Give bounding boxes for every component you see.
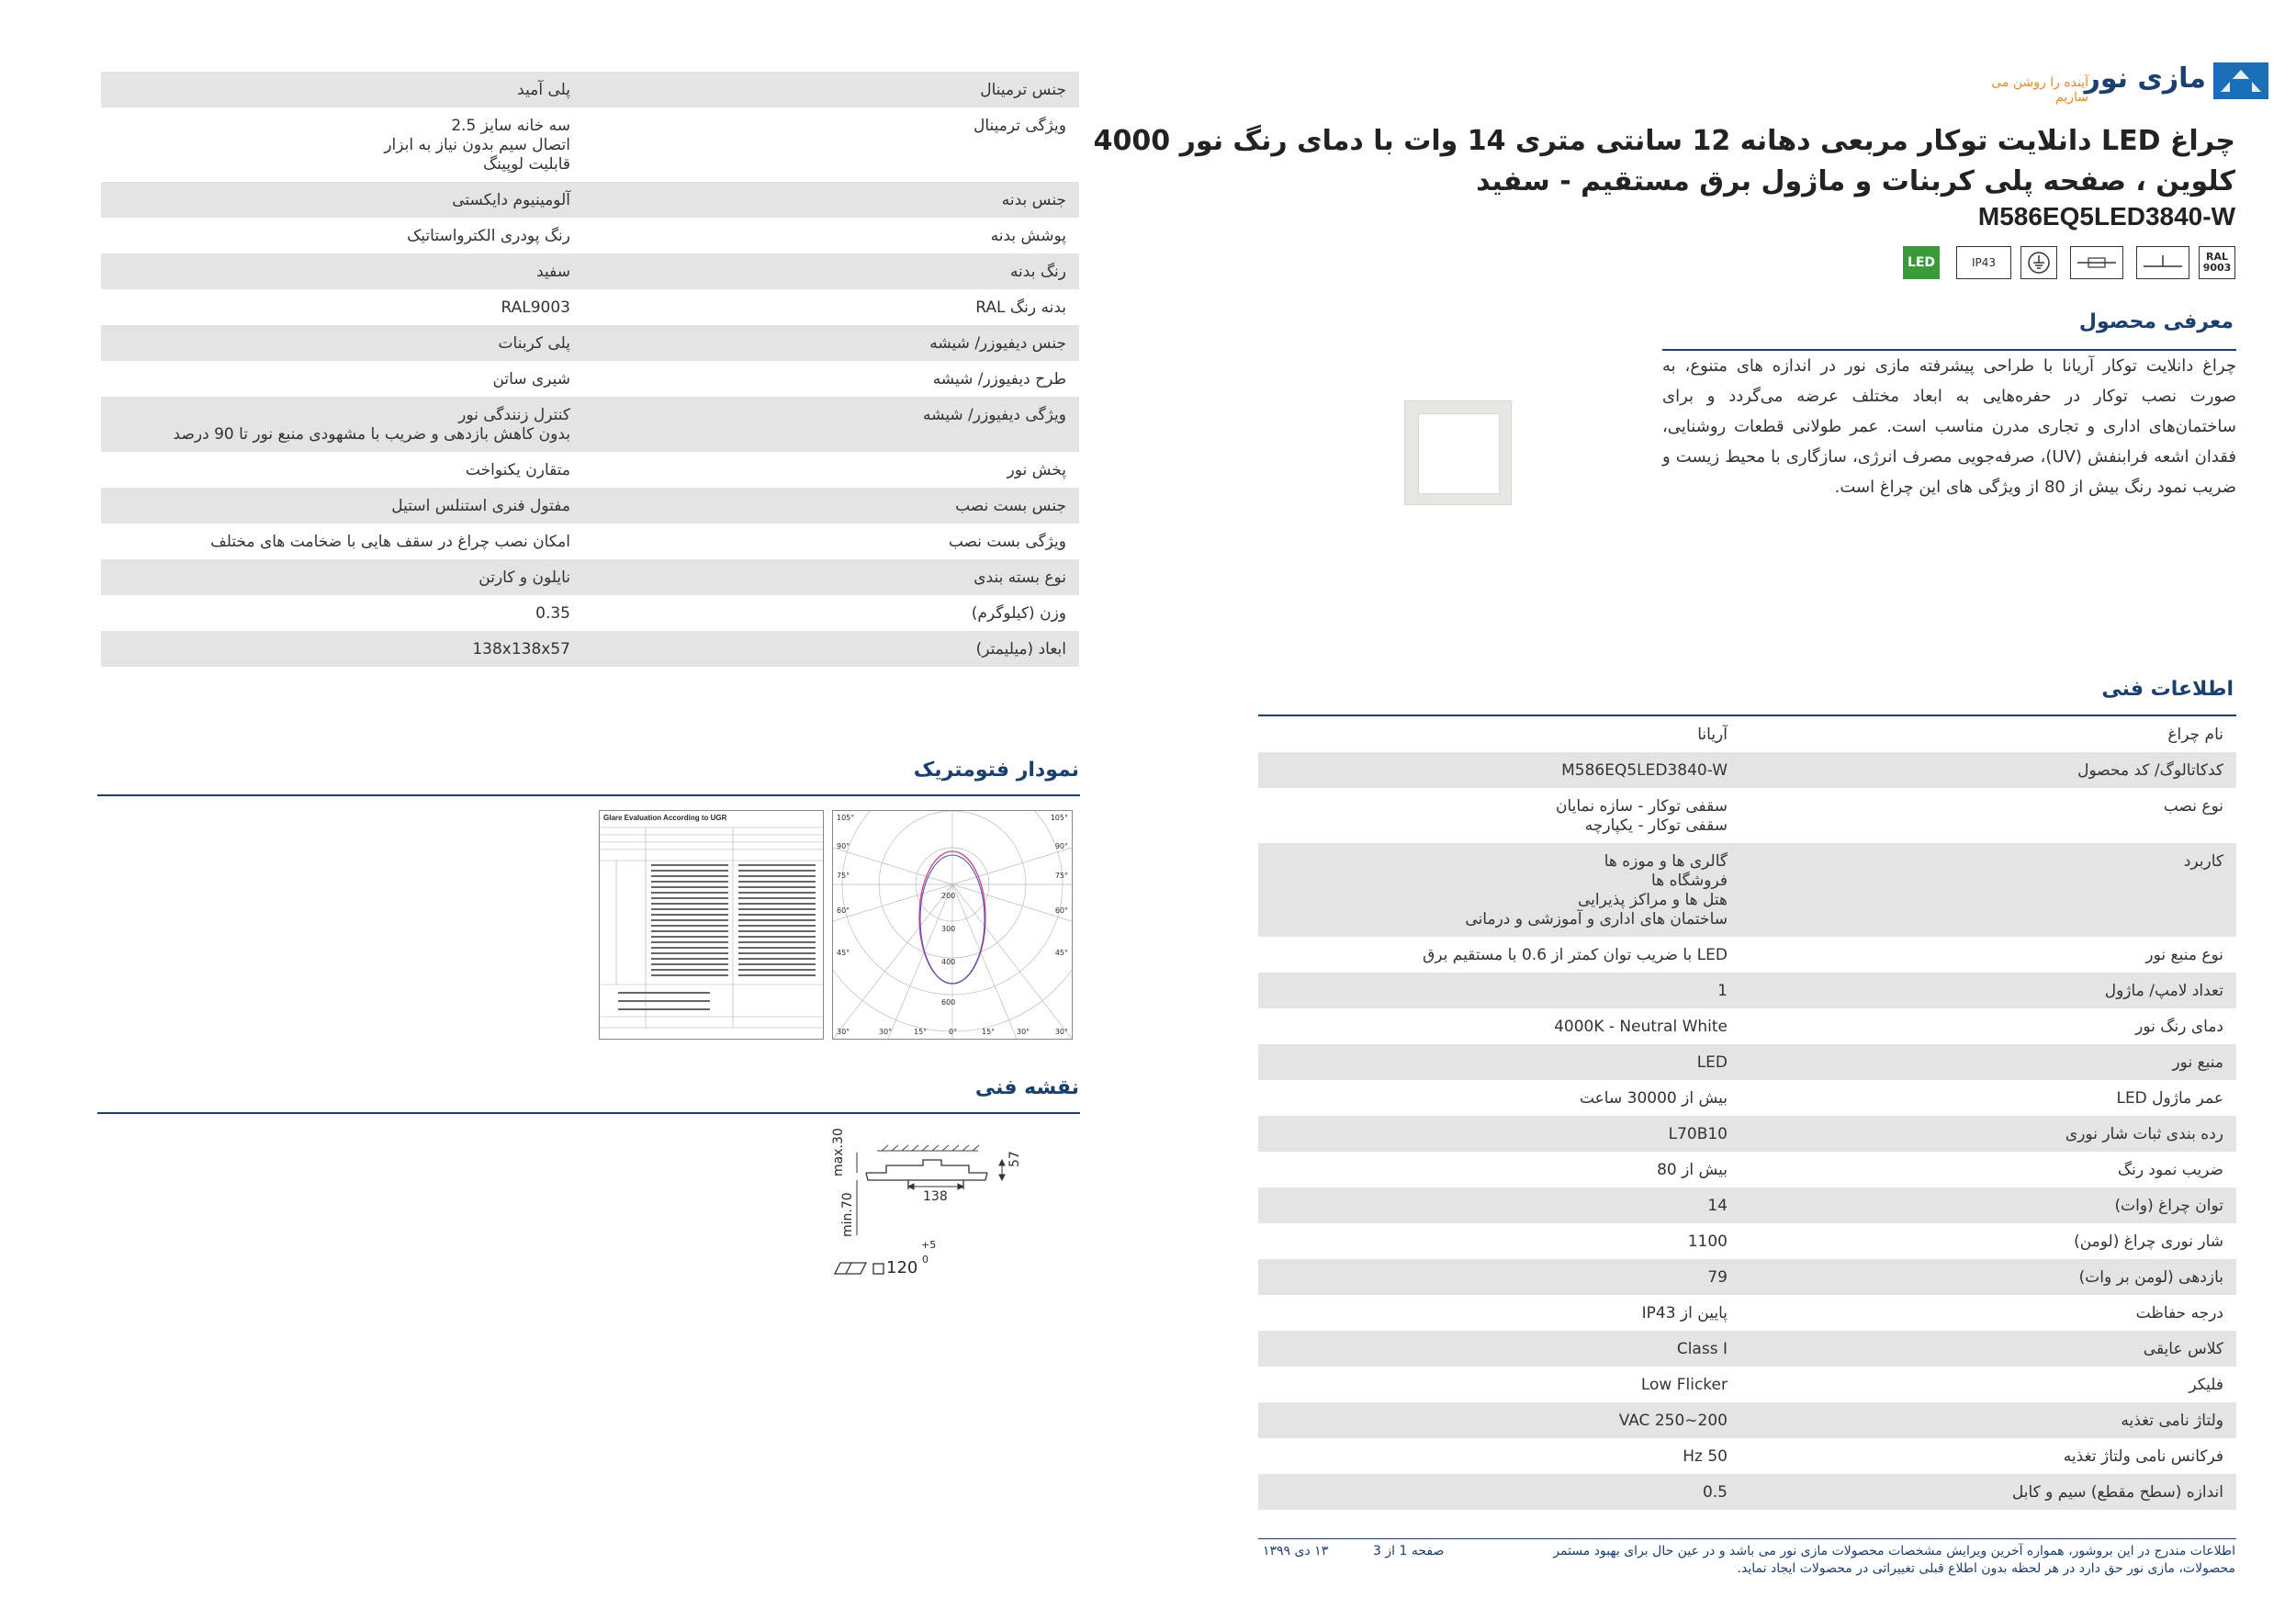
row-label: نوع بسته بندی: [974, 568, 1066, 587]
row-label: منبع نور: [2172, 1053, 2223, 1072]
row-value: سقفی توکار - سازه نمایان سقفی توکار - یکپارچه: [1555, 797, 1728, 835]
table-row: [1258, 1259, 2236, 1295]
row-label: ابعاد (میلیمتر): [975, 640, 1066, 658]
tolerance-plus-label: +5: [921, 1239, 937, 1251]
row-value: کنترل زنندگی نور بدون کاهش بازدهی و ضریب با مشهودی منبع نور تا 90 درصد: [173, 406, 570, 444]
row-label: شار نوری چراغ (لومن): [2074, 1232, 2223, 1251]
table-row: [101, 631, 1079, 667]
row-label: بازدهی (لومن بر وات): [2078, 1268, 2223, 1287]
row-label: نام چراغ: [2167, 726, 2223, 744]
polar-label-left-0: 105°: [837, 814, 855, 822]
row-label: وزن (کیلوگرم): [971, 604, 1066, 623]
ip43-text: IP43: [1971, 256, 1997, 269]
polar-label-bottom-2: 0°: [949, 1028, 958, 1036]
polar-label-left-2: 75°: [837, 872, 850, 880]
ugr-table-grid: [600, 824, 823, 1039]
row-label: جنس بدنه: [1001, 191, 1066, 209]
table-row: [101, 72, 1079, 107]
row-value: Low Flicker: [1640, 1376, 1728, 1394]
row-value: 0.35: [535, 604, 570, 623]
footer-page: صفحه 1 از 3: [1373, 1544, 1445, 1559]
row-value: پلی کربنات: [498, 334, 570, 353]
polar-label-bottom-4: 30°: [1017, 1028, 1030, 1036]
min-cutout-depth-label: min.70: [840, 1192, 855, 1237]
polar-label-right-5: 30°: [1054, 1028, 1068, 1036]
table-row: [1258, 1080, 2236, 1116]
table-row: [101, 107, 1079, 182]
tech-title: اطلاعات فنی: [2101, 678, 2234, 701]
drawing-rule: [97, 1112, 1080, 1114]
width-dim-label: 138: [923, 1189, 948, 1204]
row-label: ضریب نمود رنگ: [2117, 1161, 2223, 1179]
ip43-icon: [1956, 246, 2011, 279]
table-row: [101, 182, 1079, 218]
brand-tagline: آینده را روشن می سازیم: [1991, 75, 2088, 105]
row-label: پخش نور: [1007, 461, 1066, 479]
section-drawing: [831, 1125, 1075, 1332]
row-value: 4000K - Neutral White: [1554, 1018, 1728, 1036]
row-value: سفید: [536, 263, 570, 281]
table-row: [1258, 716, 2236, 752]
ral-bottom-text: 9003: [2202, 262, 2232, 274]
surface-mount-symbol-icon: [2076, 253, 2118, 273]
cutout-label: 120: [886, 1258, 918, 1277]
technical-drawing: [831, 1125, 1075, 1332]
row-value: گالری ها و موزه ها فروشگاه ها هتل ها و مراکز پذیرایی ساختمان های اداری و آموزشی و درمانی: [1465, 852, 1728, 928]
table-row: [1258, 843, 2236, 937]
product-code: M586EQ5LED3840-W: [1977, 202, 2235, 231]
row-value: مفتول فنری استنلس استیل: [391, 497, 570, 515]
ugr-table: [599, 810, 824, 1040]
row-label: کاربرد: [2183, 852, 2223, 871]
polar-label-right-0: 105°: [1050, 814, 1068, 822]
row-value: متقارن یکنواخت: [465, 461, 570, 479]
polar-ring-label-3: 600: [941, 998, 956, 1007]
brand-name: مازی نور: [2084, 62, 2206, 95]
intro-title: معرفی محصول: [2078, 310, 2234, 333]
table-row: [101, 523, 1079, 559]
ral-top-text: RAL: [2206, 251, 2228, 263]
table-row: [1258, 1402, 2236, 1438]
row-value: پایین از IP43: [1641, 1304, 1728, 1322]
row-label: دمای رنگ نور: [2135, 1018, 2223, 1036]
table-row: [101, 559, 1079, 595]
row-label: نوع نصب: [2163, 797, 2223, 816]
row-value: امکان نصب چراغ در سقف هایی با ضخامت های مختلف: [210, 533, 570, 551]
row-value: M586EQ5LED3840-W: [1561, 761, 1728, 780]
row-value: 1: [1717, 982, 1728, 1000]
row-value: 138x138x57: [472, 640, 570, 658]
table-row: [1258, 1187, 2236, 1223]
height-dim-label: 57: [1007, 1151, 1022, 1167]
max-depth-label: max.30: [831, 1128, 846, 1176]
table-row: [1258, 1008, 2236, 1044]
polar-label-right-3: 60°: [1054, 906, 1068, 915]
table-row: [1258, 1474, 2236, 1510]
row-value: 0.5: [1702, 1483, 1728, 1502]
row-value: 79: [1707, 1268, 1728, 1287]
table-row: [101, 325, 1079, 361]
row-label: پوشش بدنه: [990, 227, 1066, 245]
row-label: کدکاتالوگ/ کد محصول: [2077, 761, 2223, 780]
row-label: طرح دیفیوزر/ شیشه: [932, 370, 1066, 388]
row-value: بیش از 30000 ساعت: [1579, 1089, 1728, 1108]
row-value: Class I: [1676, 1340, 1728, 1358]
polar-label-right-4: 45°: [1054, 949, 1068, 957]
table-row: [101, 452, 1079, 488]
table-row: [101, 361, 1079, 397]
polar-diagram: [832, 810, 1073, 1040]
row-label: ولتاژ نامی تغذیه: [2121, 1412, 2223, 1430]
product-panel: [1418, 413, 1500, 494]
polar-ring-label-1: 300: [941, 925, 956, 933]
row-value: LED: [1696, 1053, 1728, 1072]
drawing-title: نقشه فنی: [974, 1076, 1079, 1099]
ground-symbol-icon: [2027, 251, 2051, 275]
polar-label-bottom-1: 15°: [914, 1028, 928, 1036]
row-value: 1100: [1687, 1232, 1728, 1251]
row-label: کلاس عایقی: [2143, 1340, 2223, 1358]
table-row: [1258, 1367, 2236, 1402]
polar-label-bottom-0: 30°: [879, 1028, 893, 1036]
row-value: RAL9003: [501, 298, 570, 317]
polar-label-right-1: 90°: [1054, 842, 1068, 850]
row-value: بیش از 80: [1657, 1161, 1728, 1179]
ugr-table-title: Glare Evaluation According to UGR: [603, 814, 727, 822]
row-value: آریانا: [1697, 726, 1728, 744]
row-value: نایلون و کارتن: [478, 568, 570, 587]
row-value: سه خانه سایز 2.5 اتصال سیم بدون نیاز به ابزار قابلیت لوپینگ: [384, 117, 570, 174]
row-label: اندازه (سطح مقطع) سیم و کابل: [2011, 1483, 2223, 1502]
row-label: رنگ بدنه: [1009, 263, 1066, 281]
footer-rule: [1258, 1538, 2236, 1539]
led-badge-text: LED: [1907, 255, 1936, 270]
table-row: [1258, 937, 2236, 973]
table-row: [1258, 752, 2236, 788]
row-label: بدنه رنگ RAL: [975, 298, 1066, 317]
row-label: ویژگی ترمینال: [974, 117, 1066, 135]
row-value: 200~250 VAC: [1618, 1412, 1728, 1430]
table-row: [101, 253, 1079, 289]
polar-label-right-2: 75°: [1054, 872, 1068, 880]
row-value: L70B10: [1668, 1125, 1728, 1143]
brand-logo: [1975, 62, 2268, 105]
table-row: [1258, 1331, 2236, 1367]
table-row: [101, 488, 1079, 523]
polar-label-left-4: 45°: [837, 949, 850, 957]
row-label: ویژگی دیفیوزر/ شیشه: [922, 406, 1066, 424]
table-row: [101, 595, 1079, 631]
product-image: [1405, 401, 1511, 504]
table-row: [101, 397, 1079, 452]
polar-ring-label-2: 400: [941, 958, 956, 966]
row-label: جنس بست نصب: [955, 497, 1066, 515]
led-badge-icon: [1903, 246, 1940, 279]
photometric-rule: [97, 794, 1080, 796]
row-value: پلی آمید: [517, 81, 570, 99]
tolerance-zero-label: 0: [922, 1254, 929, 1266]
table-row: [1258, 1044, 2236, 1080]
row-label: نوع منبع نور: [2145, 946, 2223, 964]
spec-table: [101, 72, 1079, 667]
table-row: [101, 218, 1079, 253]
recessed-icon: [2136, 246, 2189, 279]
table-row: [1258, 1116, 2236, 1152]
row-label: ویژگی بست نصب: [948, 533, 1066, 551]
row-label: رده بندی ثبات شار نوری: [2065, 1125, 2223, 1143]
table-row: [1258, 1152, 2236, 1187]
row-value: 14: [1707, 1197, 1728, 1215]
product-title-line2: کلوین ، صفحه پلی کربنات و ماژول برق مستقیم - سفید: [1476, 165, 2235, 197]
table-row: [1258, 973, 2236, 1008]
intro-body: چراغ دانلایت توکار آریانا با طراحی پیشرفته مازی نور در اندازه های متنوع، به صورت نصب توکار در حفره‌هایی به ابعاد مختلف عرضه می‌گردد و برای ساختمان‌های اداری و تجاری مدرن مناسب است. عمر طولانی قطعات روشنایی، فقدان اشعه فرابنفش (UV)، صرفه‌جویی مصرف انرژی، سازگاری با محیط زیست و ضریب نمود رنگ بیش از 80 از ویژگی های این چراغ است.: [1662, 356, 2237, 497]
footer-disclaimer-line1: اطلاعات مندرج در این بروشور، همواره آخرین ویرایش مشخصات محصولات مازی نور می باشد و در عین حال برای بهبود مستمر: [1553, 1544, 2235, 1559]
logo-mark-icon: [2213, 62, 2268, 99]
table-row: [1258, 1223, 2236, 1259]
row-label: توان چراغ (وات): [2114, 1197, 2223, 1215]
product-title-line1: چراغ LED دانلایت توکار مربعی دهانه 12 سانتی متری 14 وات با دمای رنگ نور 4000: [1093, 125, 2235, 157]
surface-mount-icon: [2070, 246, 2123, 279]
table-row: [1258, 1295, 2236, 1331]
row-label: درجه حفاظت: [2135, 1304, 2223, 1322]
row-label: جنس دیفیوزر/ شیشه: [929, 334, 1066, 353]
row-value: شیری ساتن: [492, 370, 570, 388]
table-row: [1258, 1438, 2236, 1474]
footer-date: ۱۳ دی ۱۳۹۹: [1263, 1544, 1329, 1559]
ral-icon: [2199, 246, 2235, 279]
row-label: فرکانس نامی ولتاژ تغذیه: [2063, 1447, 2223, 1466]
table-row: [1258, 788, 2236, 843]
row-label: عمر ماژول LED: [2116, 1089, 2223, 1108]
row-value: LED با ضریب توان کمتر از 0.6 با مستقیم برق: [1423, 946, 1728, 964]
polar-label-left-3: 60°: [837, 906, 850, 915]
row-label: تعداد لامپ/ ماژول: [2104, 982, 2223, 1000]
polar-label-left-5: 30°: [837, 1028, 850, 1036]
row-value: آلومینیوم دایکستی: [452, 191, 570, 209]
row-label: فلیکر: [2189, 1376, 2223, 1394]
polar-ring-label-0: 200: [941, 892, 956, 900]
row-label: جنس ترمینال: [980, 81, 1066, 99]
table-row: [101, 289, 1079, 325]
row-value: رنگ پودری الکترواستاتیک: [407, 227, 570, 245]
ground-icon: [2020, 246, 2057, 279]
footer-disclaimer-line2: محصولات، مازی نور حق دارد در هر لحظه بدون اطلاع قبلی تغییراتی در محصولات ایجاد نماید.: [1737, 1561, 2235, 1576]
tech-table: [1258, 716, 2236, 1510]
photometric-title: نمودار فتومتریک: [913, 759, 1079, 782]
recessed-symbol-icon: [2142, 253, 2184, 273]
row-value: 50 Hz: [1683, 1447, 1728, 1466]
polar-label-bottom-3: 15°: [982, 1028, 996, 1036]
polar-label-left-1: 90°: [837, 842, 850, 850]
